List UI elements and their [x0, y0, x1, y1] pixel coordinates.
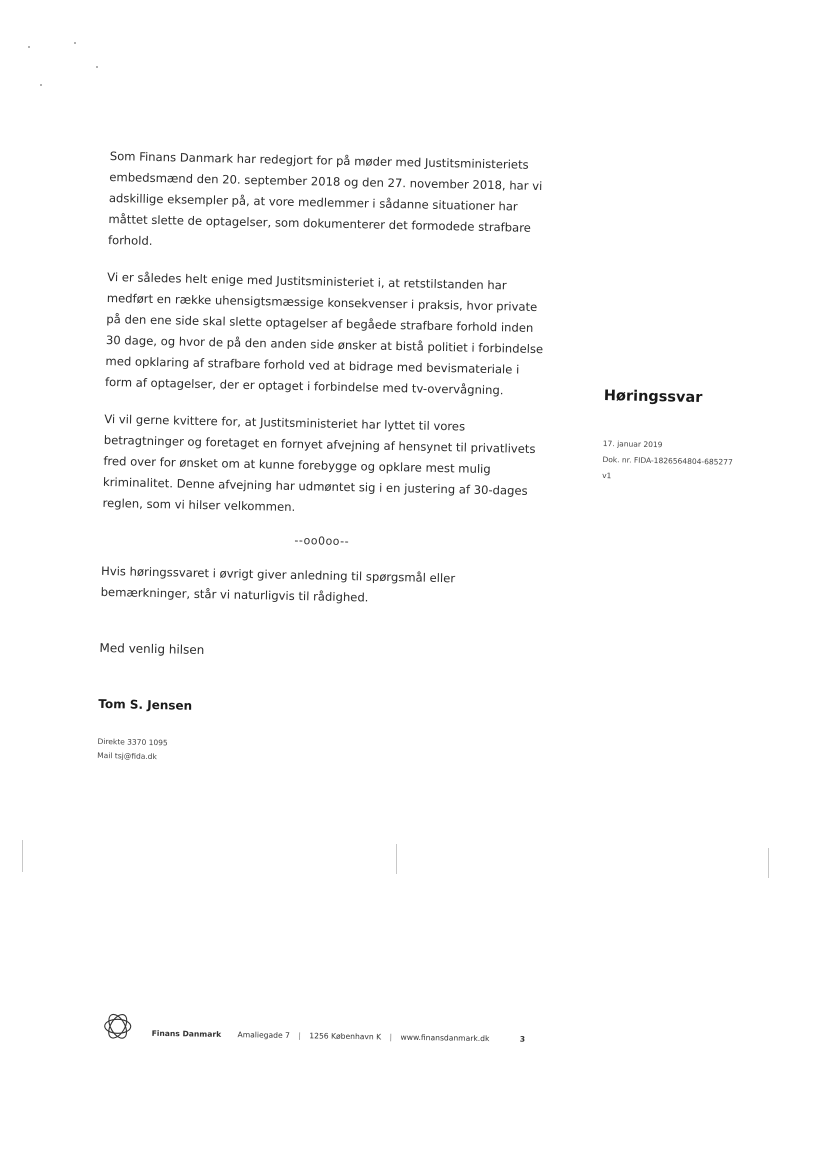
scan-speck	[28, 46, 30, 48]
contact-direct: Direkte 3370 1095	[97, 736, 168, 748]
body-paragraph-2: Vi er således helt enige med Justitsministeriet i, at retstilstanden har medført en række uhensigtsmæssige konsekvenser i praksis, hvor private på den ene side skal slette optagelser af begåede strafbare forhold inden 30 dage, og hvor de på den anden side ønsker at bistå politiet i forbindelse med opklaring af strafbare forhold ved at bidrage med bevismateriale i form af optagelser, der er optaget i forbindelse med tv-overvågning.	[104, 269, 544, 398]
scan-speck	[96, 66, 98, 68]
footer-website-link[interactable]: www.finansdanmark.dk	[400, 1032, 490, 1044]
signer-contact	[97, 735, 537, 772]
scan-line	[396, 844, 397, 874]
body-paragraph-1: Som Finans Danmark har redegjort for på møder med Justitsministeriets embedsmænd den 20. september 2018 og den 27. november 2018, har vi adskillige eksempler på, at vore medlemmer i sådanne situationer har måttet slette de optagelser, som dokumenterer det formodede strafbare forhold.	[107, 148, 543, 248]
footer-address-line	[152, 1029, 526, 1044]
document-date: 17. januar 2019	[602, 438, 663, 450]
scan-line	[768, 848, 769, 878]
contact-mail: Mail tsj@fida.dk	[97, 750, 157, 762]
finans-danmark-logo-icon	[99, 1008, 136, 1045]
document-version: v1	[602, 470, 612, 481]
page-number: 3	[519, 1034, 526, 1044]
page-footer	[99, 1008, 550, 1065]
footer-brand: Finans Danmark	[151, 1028, 222, 1039]
document-meta	[602, 436, 793, 488]
document-type-title: Høringssvar	[603, 388, 703, 407]
scan-speck	[40, 84, 42, 86]
closing-salutation: Med venlig hilsen	[99, 640, 205, 658]
body-paragraph-3: Vi vil gerne kvittere for, at Justitsministeriet har lyttet til vores betragtninger og foretaget en fornyet afvejning af hensynet til privatlivets fred over for ønsket om at kunne forebygge og opklare mest mulig kriminalitet. Denne afvejning har udmøntet sig i en justering af 30-dages reglen, som vi hilser velkommen.	[102, 411, 536, 514]
scan-line	[22, 840, 23, 872]
footer-separator: |	[389, 1032, 393, 1042]
section-divider: --oo0oo--	[294, 533, 350, 549]
footer-street: Amaliegade 7	[237, 1030, 291, 1040]
document-number: Dok. nr. FIDA-1826564804-685277	[602, 454, 733, 467]
footer-city: 1256 København K	[309, 1031, 382, 1042]
document-meta-column	[602, 388, 794, 488]
signer-name: Tom S. Jensen	[98, 696, 193, 713]
footer-separator: |	[298, 1031, 301, 1041]
letter-body	[97, 146, 550, 772]
closing-paragraph: Hvis høringssvaret i øvrigt giver anledning til spørgsmål eller bemærkninger, står vi naturligvis til rådighed.	[100, 563, 456, 605]
scan-speck	[74, 42, 76, 44]
